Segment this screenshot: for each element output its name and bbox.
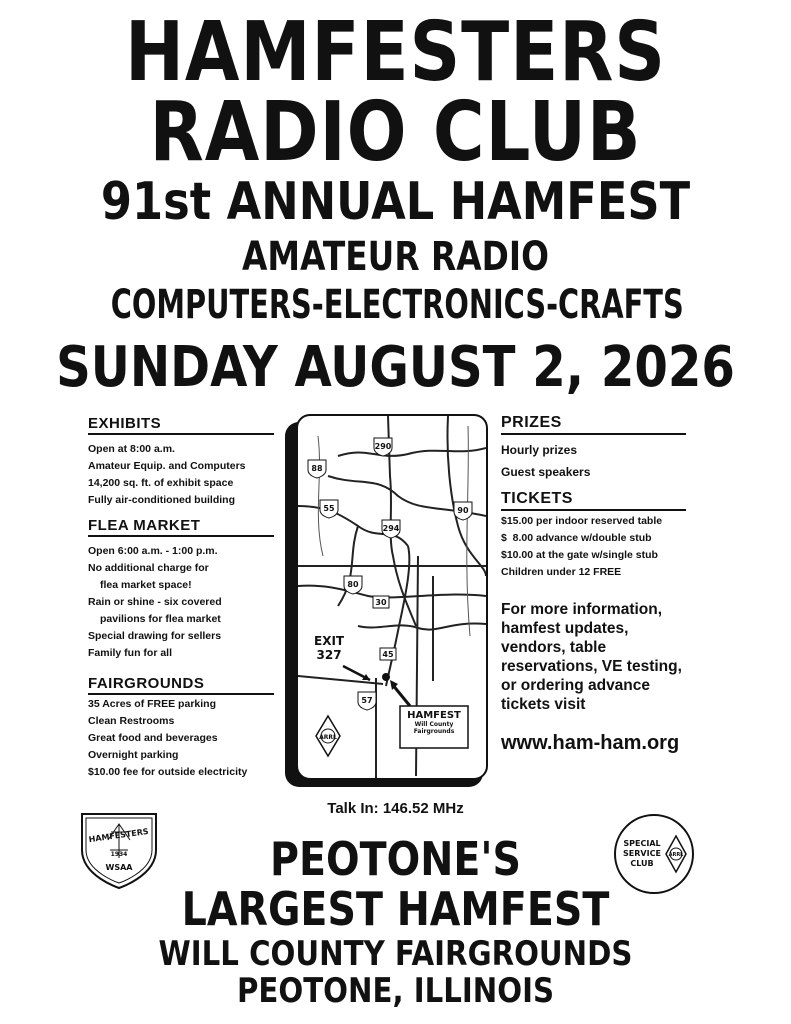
fairgrounds-section <box>88 675 274 781</box>
shield-90 <box>454 502 472 520</box>
list-item: Overnight parking <box>88 749 179 761</box>
footer-venue: WILL COUNTY FAIRGROUNDS <box>158 934 633 974</box>
subtitle-amateur-radio: AMATEUR RADIO <box>242 234 549 280</box>
exhibits-section <box>88 415 274 509</box>
shield-88 <box>308 460 326 478</box>
list-item: Family fun for all <box>88 647 173 659</box>
website-link[interactable]: www.ham-ham.org <box>501 732 680 754</box>
flea-market-heading: FLEA MARKET <box>88 517 274 537</box>
list-item: $ 8.00 advance w/double stub <box>501 532 652 544</box>
exhibits-heading: EXHIBITS <box>88 415 274 435</box>
svg-text:WSAA: WSAA <box>105 863 133 872</box>
hamfest-map-label: HAMFEST Will County Fairgrounds <box>407 710 461 735</box>
flea-market-section <box>88 517 274 662</box>
list-item: Fully air-conditioned building <box>88 494 235 506</box>
tickets-heading: TICKETS <box>501 490 686 511</box>
list-item: No additional charge for <box>88 562 209 574</box>
prizes-list <box>501 439 686 483</box>
list-item: Open 6:00 a.m. - 1:00 p.m. <box>88 545 218 557</box>
footer-line1: PEOTONE'S <box>269 832 521 886</box>
list-item: Rain or shine - six covered <box>88 596 222 608</box>
svg-text:ARRL: ARRL <box>668 852 684 858</box>
svg-text:SPECIAL: SPECIAL <box>623 839 661 848</box>
svg-text:290: 290 <box>374 442 392 451</box>
fairgrounds-list <box>88 696 274 781</box>
svg-text:57: 57 <box>361 696 373 705</box>
list-item: Amateur Equip. and Computers <box>88 460 246 472</box>
list-item: 35 Acres of FREE parking <box>88 698 216 710</box>
list-item: 14,200 sq. ft. of exhibit space <box>88 477 234 489</box>
info-text: For more information, hamfest updates, vendors, table reservations, VE testing, or ordering advance tickets visit <box>501 601 682 713</box>
fairgrounds-heading: FAIRGROUNDS <box>88 675 274 695</box>
svg-text:CLUB: CLUB <box>630 859 654 868</box>
shield-30 <box>373 596 389 608</box>
list-item: Great food and beverages <box>88 732 218 744</box>
list-item: Hourly prizes <box>501 443 578 457</box>
tickets-list <box>501 513 686 581</box>
flea-market-list <box>88 543 274 662</box>
hamfest-location-marker <box>382 673 390 681</box>
location-map <box>296 414 488 780</box>
exhibits-list <box>88 441 274 509</box>
list-item: $10.00 at the gate w/single stub <box>501 549 658 561</box>
prizes-heading: PRIZES <box>501 414 686 435</box>
svg-text:294: 294 <box>382 524 400 533</box>
shield-45 <box>380 648 396 660</box>
svg-text:1934: 1934 <box>110 851 128 858</box>
list-item: $10.00 fee for outside electricity <box>88 766 248 778</box>
shield-290 <box>374 438 392 456</box>
exit-label: EXIT 327 <box>314 634 345 662</box>
list-item: Clean Restrooms <box>88 715 175 727</box>
list-item: Children under 12 FREE <box>501 566 622 578</box>
title-club-name-line2: RADIO CLUB <box>149 85 642 180</box>
shield-55 <box>320 500 338 518</box>
list-item: flea market space! <box>100 579 192 591</box>
list-item: Special drawing for sellers <box>88 630 222 642</box>
list-item: Open at 8:00 a.m. <box>88 443 175 455</box>
talk-in-frequency: Talk In: 146.52 MHz <box>327 800 464 817</box>
svg-text:SERVICE: SERVICE <box>623 849 661 858</box>
list-item: Guest speakers <box>501 465 591 479</box>
svg-text:45: 45 <box>382 650 394 659</box>
footer-line2: LARGEST HAMFEST <box>181 882 610 936</box>
svg-text:90: 90 <box>457 506 469 515</box>
arrl-diamond-icon <box>316 716 340 756</box>
shield-80 <box>344 576 362 594</box>
svg-text:HAMFESTERS: HAMFESTERS <box>88 826 150 845</box>
svg-text:55: 55 <box>323 504 335 513</box>
shield-294 <box>382 520 400 538</box>
event-date: SUNDAY AUGUST 2, 2026 <box>56 335 735 400</box>
list-item: pavilions for flea market <box>100 613 221 625</box>
tickets-section <box>501 490 686 581</box>
title-club-name-line1: HAMFESTERS <box>125 5 666 100</box>
svg-text:88: 88 <box>311 464 323 473</box>
svg-text:ARRL: ARRL <box>319 734 337 741</box>
subtitle-categories: COMPUTERS-ELECTRONICS-CRAFTS <box>110 282 684 328</box>
shield-57 <box>358 692 376 710</box>
list-item: $15.00 per indoor reserved table <box>501 515 663 527</box>
svg-text:30: 30 <box>375 598 387 607</box>
footer-city: PEOTONE, ILLINOIS <box>236 971 555 1011</box>
svg-text:80: 80 <box>347 580 359 589</box>
event-title: 91st ANNUAL HAMFEST <box>100 172 691 232</box>
prizes-section <box>501 414 686 483</box>
